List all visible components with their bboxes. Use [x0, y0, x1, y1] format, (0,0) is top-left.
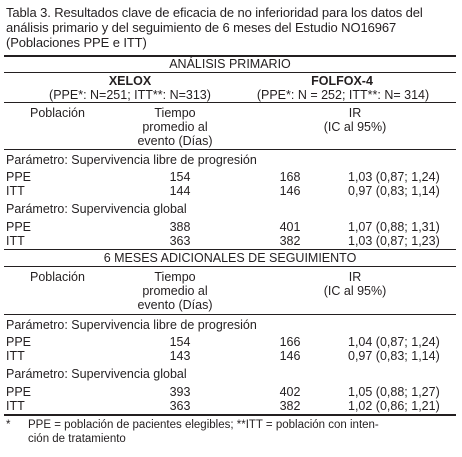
row-ir: 1,07 (0,88; 1,31) [348, 220, 440, 234]
parameter-label: Parámetro: Supervivencia libre de progresión [6, 153, 257, 167]
table-caption: Tabla 3. Resultados clave de eficacia de no inferioridad para los datos del análisis primario y del seguimiento de 6 meses del Estudio NO16967 (Poblaciones PPE e ITT) [6, 5, 423, 50]
arm-folfox-n: (PPE*: N = 252; ITT**: N= 314) [256, 88, 430, 102]
row-folfox: 146 [279, 184, 301, 198]
row-pop: ITT [6, 234, 25, 248]
row-ir: 1,03 (0,87; 1,24) [348, 170, 440, 184]
row-pop: ITT [6, 349, 25, 363]
col-header-time-line: evento (Días) [137, 298, 213, 312]
row-ir: 1,05 (0,88; 1,27) [348, 385, 440, 399]
row-xelox: 388 [169, 220, 191, 234]
row-xelox: 393 [169, 385, 191, 399]
row-folfox: 402 [279, 385, 301, 399]
divider [4, 266, 456, 267]
parameter-label: Parámetro: Supervivencia global [6, 367, 187, 381]
col-header-time-line: Tiempo [154, 270, 196, 284]
row-pop: PPE [6, 385, 32, 399]
arm-folfox-name: FOLFOX-4 [311, 74, 373, 88]
col-header-ir [300, 106, 410, 134]
row-xelox: 154 [169, 335, 191, 349]
col-header-ir-line: (IC al 95%) [323, 284, 387, 298]
row-xelox: 143 [169, 349, 191, 363]
row-pop: PPE [6, 170, 32, 184]
row-xelox: 144 [169, 184, 191, 198]
footnote-line: ción de tratamiento [28, 433, 126, 445]
col-header-time [120, 270, 230, 312]
parameter-label: Parámetro: Supervivencia libre de progresión [6, 318, 257, 332]
col-header-time-line: Tiempo [154, 106, 196, 120]
arm-xelox-name: XELOX [108, 74, 152, 88]
row-xelox: 363 [169, 399, 191, 413]
row-ir: 1,04 (0,87; 1,24) [348, 335, 440, 349]
col-header-ir [300, 270, 410, 298]
divider [4, 249, 456, 250]
row-pop: ITT [6, 399, 25, 413]
col-header-ir-line: (IC al 95%) [323, 120, 387, 134]
divider [4, 314, 456, 315]
parameter-label: Parámetro: Supervivencia global [6, 202, 187, 216]
row-pop: PPE [6, 220, 32, 234]
row-folfox: 382 [279, 234, 301, 248]
col-header-time-line: promedio al [142, 120, 208, 134]
row-folfox: 382 [279, 399, 301, 413]
section-title-followup: 6 MESES ADICIONALES DE SEGUIMIENTO [103, 251, 357, 265]
row-pop: PPE [6, 335, 32, 349]
col-header-time [120, 106, 230, 148]
col-header-population: Población [30, 270, 85, 284]
footnote-line: PPE = población de pacientes elegibles; **ITT = población con inten- [28, 419, 379, 431]
arm-xelox-n: (PPE*: N=251; ITT**: N=313) [49, 88, 211, 102]
col-header-population: Población [30, 106, 85, 120]
row-folfox: 166 [279, 335, 301, 349]
row-ir: 0,97 (0,83; 1,14) [348, 349, 440, 363]
row-folfox: 168 [279, 170, 301, 184]
divider [4, 72, 456, 73]
row-ir: 0,97 (0,83; 1,14) [348, 184, 440, 198]
col-header-time-line: evento (Días) [137, 134, 213, 148]
divider [4, 149, 456, 150]
bottom-rule [4, 414, 456, 416]
row-pop: ITT [6, 184, 25, 198]
section-title-primary: ANÁLISIS PRIMARIO [169, 57, 291, 71]
col-header-ir-line: IR [348, 270, 362, 284]
row-ir: 1,02 (0,86; 1,21) [348, 399, 440, 413]
col-header-ir-line: IR [348, 106, 362, 120]
col-header-time-line: promedio al [142, 284, 208, 298]
row-xelox: 363 [169, 234, 191, 248]
row-folfox: 401 [279, 220, 301, 234]
row-folfox: 146 [279, 349, 301, 363]
footnote-marker: * [6, 419, 11, 431]
row-ir: 1,03 (0,87; 1,23) [348, 234, 440, 248]
divider [4, 102, 456, 103]
row-xelox: 154 [169, 170, 191, 184]
